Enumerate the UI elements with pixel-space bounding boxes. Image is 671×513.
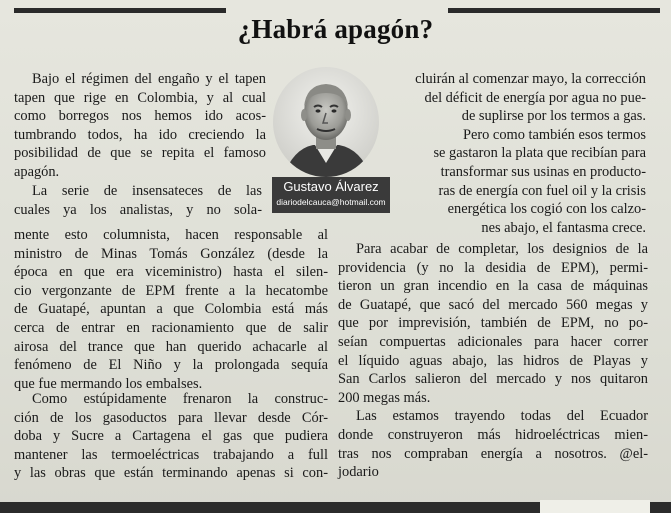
text-line: ción de los gasoductos para llevar desde Cór- [14, 409, 328, 426]
text-line: tumbrando todos, ha ido creciendo la [14, 126, 266, 143]
text-line: se gastaron la plata que recibían para [433, 145, 646, 162]
text-line: tieron un gran incendio en la casa de máquinas [338, 278, 648, 295]
headline-rule-right [448, 8, 660, 13]
text-line: y las obras que están terminando apenas si con- [14, 465, 328, 482]
text-line: transformar sus usinas en producto- [440, 163, 646, 180]
text-line: cluirán al comenzar mayo, la corrección [415, 71, 646, 87]
text-line: Pero como también esos termos [462, 126, 646, 143]
text-line: Las estamos trayendo todas del Ecuador [356, 408, 648, 425]
text-line: jodario [338, 464, 379, 481]
text-line: posibilidad de que se repita el famoso [14, 145, 266, 162]
paragraph-insensateces [14, 226, 328, 393]
text-line: apagón. [14, 163, 60, 180]
text-line: ras de energía con fuel oil y la crisis [438, 182, 646, 199]
text-line: mente esto columnista, hacen responsable al [14, 227, 328, 243]
text-line: airosa del trance que han querido achacarle al [14, 338, 328, 355]
paragraph-incendio [338, 240, 648, 482]
text-line: tapen que rige en Colombia, y al cual [14, 89, 266, 106]
paragraph-gasoductos [14, 390, 328, 483]
text-line: cerca de entrar en racionamiento que de salir [14, 319, 328, 336]
article-headline: ¿Habrá apagón? [237, 14, 434, 44]
text-line: doba y Sucre a Cartagena el gas que pudiera [14, 428, 328, 445]
text-line: Bajo el régimen del engaño y el tapen [32, 71, 266, 87]
headline-rule-left [14, 8, 226, 13]
text-line: 200 megas más. [338, 389, 431, 406]
text-line: el líquido aguas abajo, las hidros de Playas y [338, 352, 648, 369]
text-line: del déficit de energía por agua no pue- [424, 89, 646, 106]
text-line: que fue mermando los embalses. [14, 375, 203, 392]
text-line: tras nos compraban energía a nosotros. @el- [338, 445, 648, 462]
bottom-page-edge [540, 500, 650, 513]
text-line: de suplirse por los termos a gas. [461, 108, 646, 125]
text-line: ministro de Minas Tomás González (desde la [14, 245, 328, 262]
paragraph-intro [14, 70, 266, 182]
author-portrait [273, 67, 379, 177]
text-line: época en que era viceministro) hasta el silen- [14, 264, 328, 281]
text-line: donde construyeron más hidroeléctricas mien- [338, 426, 648, 443]
paragraph-termos [388, 70, 646, 237]
text-line: Como estúpidamente frenaron la construc- [32, 391, 328, 407]
text-line: de Guatapé, apuntan a que Colombia está más [14, 301, 328, 318]
author-name: Gustavo Álvarez [283, 179, 379, 194]
text-line: mantener las termoeléctricas trabajando a full [14, 446, 328, 463]
text-line: que por imprevisión, también de EPM, no po- [338, 315, 648, 332]
text-line: seían compuertas adicionales para hacer correr [338, 333, 648, 350]
text-line: La serie de insensateces de las [32, 183, 262, 199]
text-line: de Guatapé, que sacó del mercado 560 megas y [338, 296, 648, 313]
text-line: energética los cogió con los calzo- [447, 201, 646, 218]
text-line: como borregos nos hemos ido acos- [14, 108, 266, 125]
text-line: nes abajo, el fantasma crece. [481, 219, 646, 236]
text-line: cuales ya los analistas, y no sola- [14, 201, 262, 218]
text-line: fenómeno de El Niño y la prolongada sequía [14, 357, 328, 374]
text-line: Para acabar de completar, los designios de la [356, 241, 648, 257]
author-email: diariodelcauca@hotmail.com [276, 197, 386, 207]
byline-box [272, 177, 390, 213]
author-photo-image [273, 67, 379, 177]
paragraph-insensateces-start [14, 182, 262, 219]
text-line: providencia (y no la desidia de EPM), permi- [338, 259, 648, 276]
text-line: cio vergonzante de EPM frente a la hecatombe [14, 282, 328, 299]
text-line: San Carlos salieron del mercado y nos quitaron [338, 371, 648, 388]
